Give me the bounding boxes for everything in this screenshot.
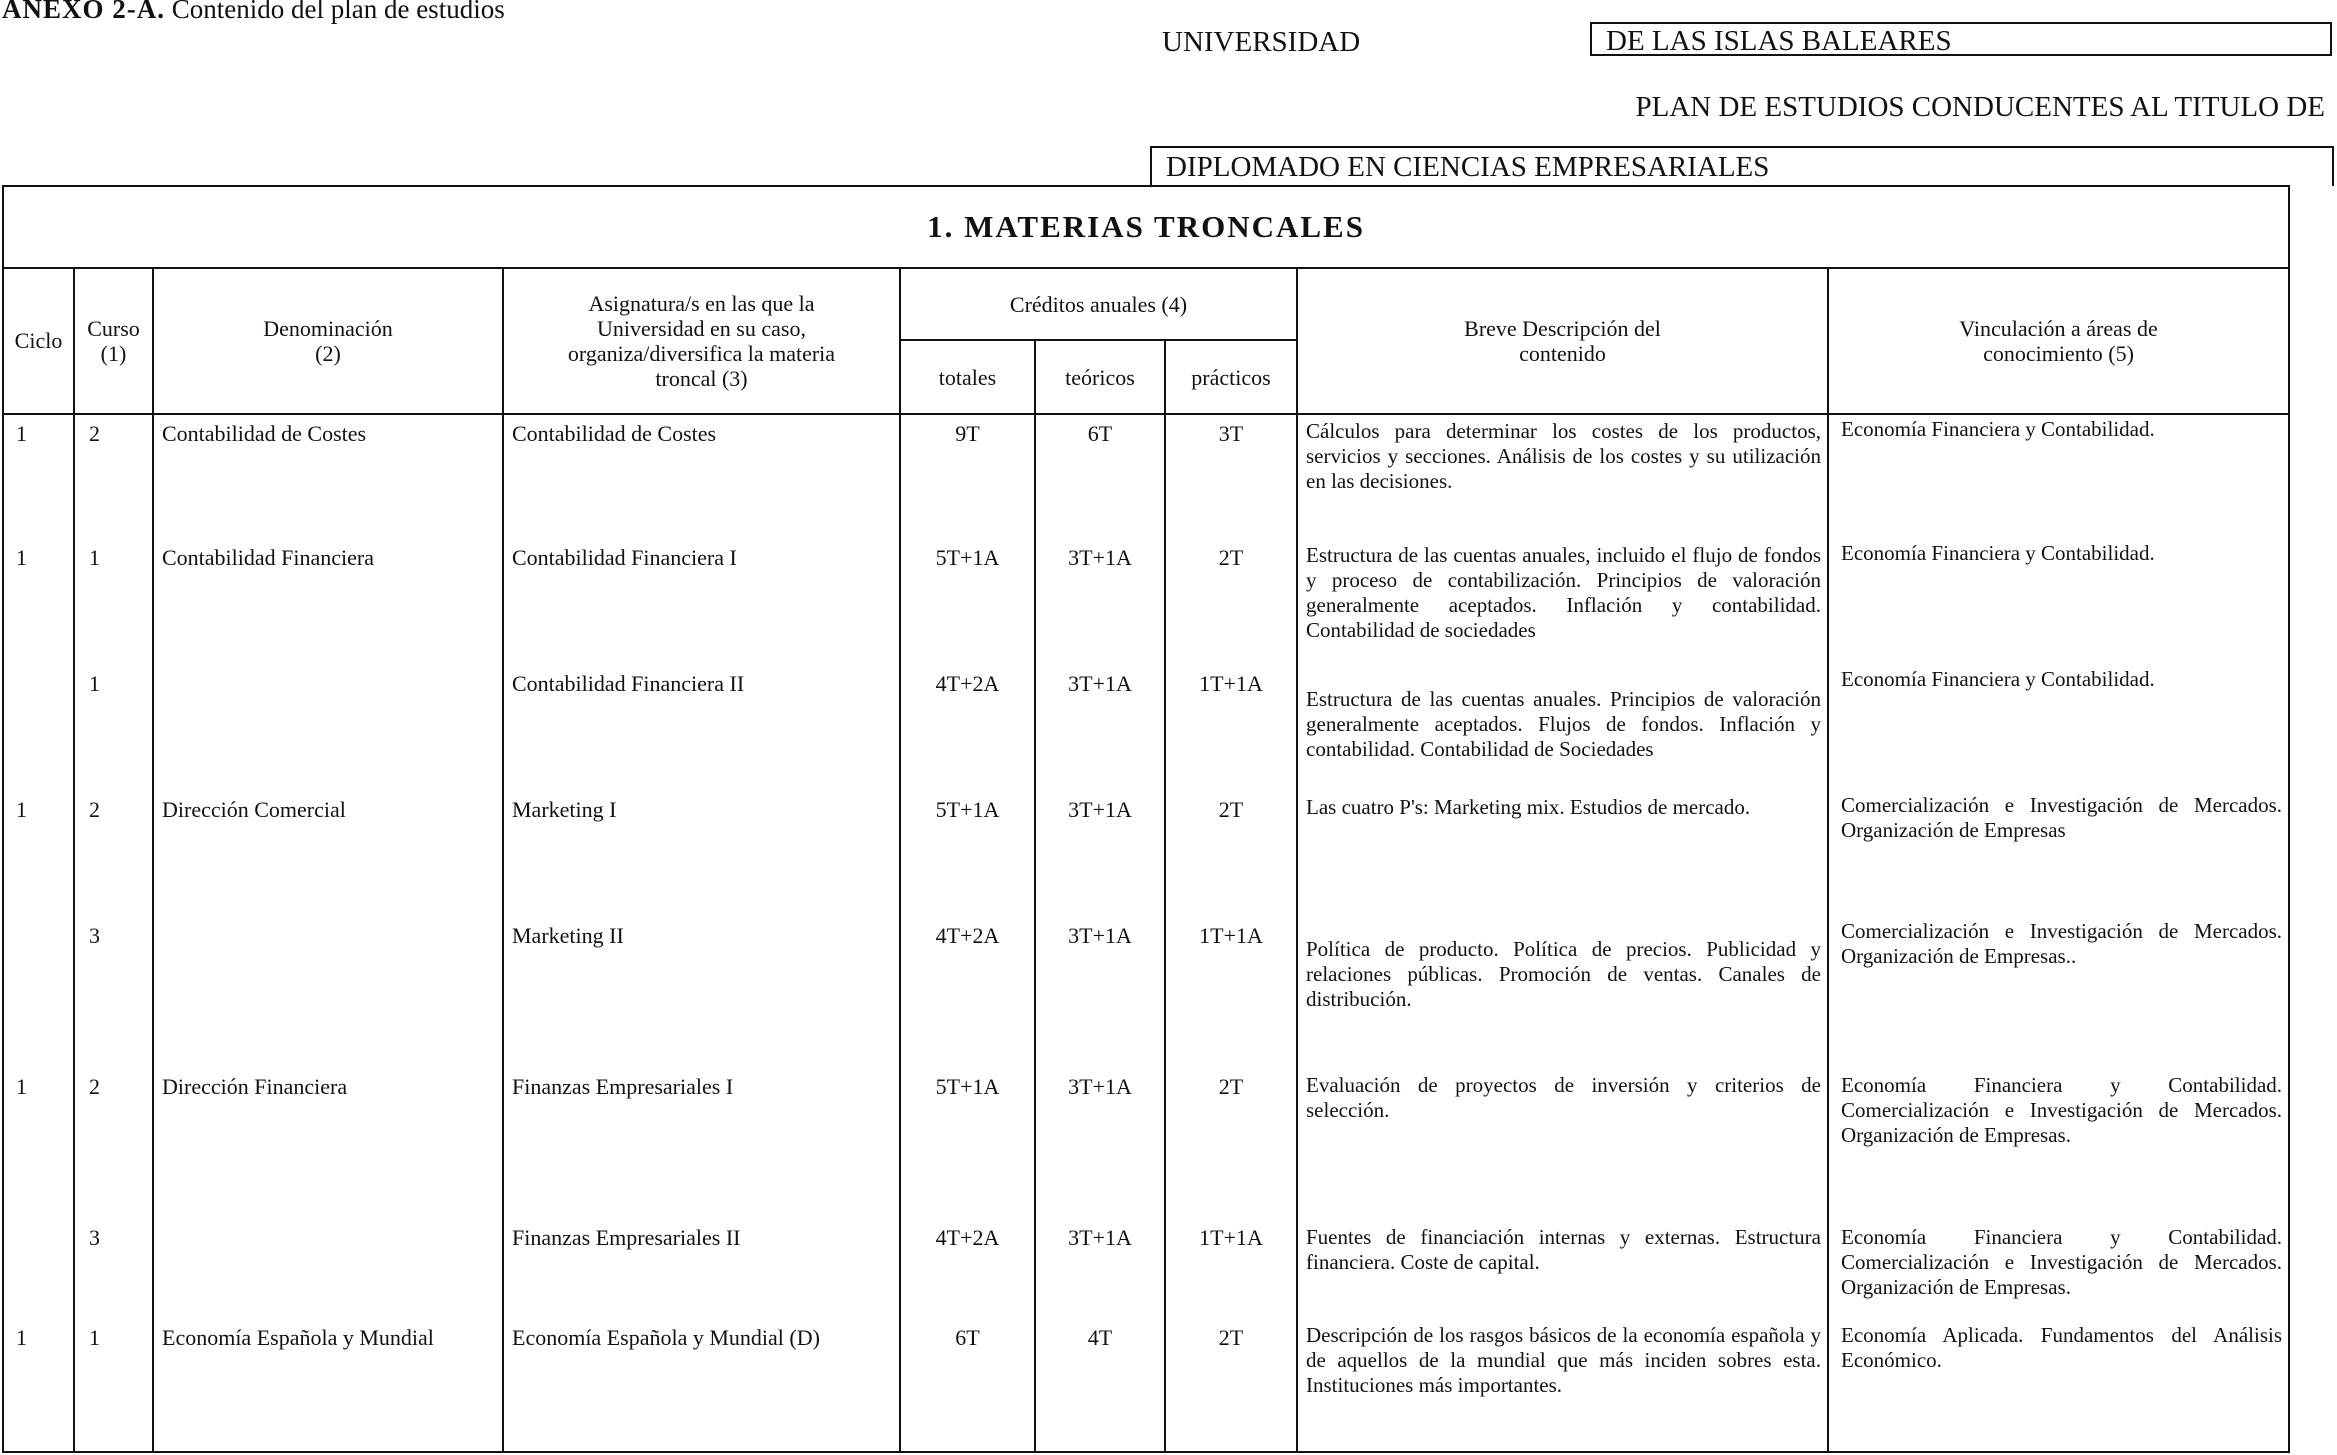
row-8-totales: 6T [955,1324,980,1350]
row-7-curso: 3 [89,1224,100,1250]
row-7-vinculacion: Economía Financiera y Contabilidad. Comercialización e Investigación de Mercados. Organización de Empresas. [1841,1224,2283,1299]
column-ciclo [3,414,74,1452]
row-4-denominacion: Dirección Comercial [162,796,346,822]
row-8-curso: 1 [89,1324,100,1350]
row-2-ciclo: 1 [16,544,27,570]
annex-number: ANEXO 2-A. [2,0,165,24]
row-7-practicos: 1T+1A [1199,1224,1263,1250]
row-4-practicos: 2T [1218,796,1244,822]
plan-label: PLAN DE ESTUDIOS CONDUCENTES AL TITULO DE [1635,91,2325,123]
row-6-totales: 5T+1A [935,1073,1000,1099]
row-5-vinculacion: Comercialización e Investigación de Mercados. Organización de Empresas.. [1841,918,2283,968]
row-2-denominacion: Contabilidad Financiera [162,544,374,570]
col-header-creditos: Créditos anuales (4) [900,268,1297,341]
row-7-totales: 4T+2A [935,1224,1000,1250]
col-header-practicos: prácticos [1165,340,1297,414]
column-practicos [1165,414,1297,1452]
row-8-ciclo: 1 [16,1324,27,1350]
row-2-curso: 1 [89,544,100,570]
university-name-box: DE LAS ISLAS BALEARES [1590,22,2332,56]
row-1-teoricos: 6T [1087,420,1113,446]
column-totales [900,414,1035,1452]
row-7-teoricos: 3T+1A [1068,1224,1132,1250]
row-6-denominacion: Dirección Financiera [162,1073,348,1099]
row-1-ciclo: 1 [16,420,27,446]
row-6-vinculacion: Economía Financiera y Contabilidad. Comercialización e Investigación de Mercados. Organización de Empresas. [1841,1072,2283,1147]
row-2-descripcion: Estructura de las cuentas anuales, incluido el flujo de fondos y proceso de contabilización. Principios de valoración generalmente aceptados. Inflación y contabilidad. Contabilidad de sociedades [1306,542,1821,642]
row-8-vinculacion: Economía Aplicada. Fundamentos del Análisis Económico. [1841,1322,2283,1372]
column-asignatura [503,414,900,1452]
row-4-asignatura: Marketing I [512,796,617,822]
row-6-asignatura: Finanzas Empresariales I [512,1073,734,1099]
row-5-totales: 4T+2A [935,922,1000,948]
row-2-practicos: 2T [1218,544,1244,570]
annex-description: Contenido del plan de estudios [165,0,505,24]
col-header-descripcion: Breve Descripción del contenido [1297,268,1828,414]
curriculum-table [2,185,2290,1453]
row-1-asignatura: Contabilidad de Costes [512,420,717,446]
row-3-practicos: 1T+1A [1199,670,1263,696]
col-header-denominacion: Denominación (2) [153,268,503,414]
row-2-teoricos: 3T+1A [1068,544,1132,570]
table-body [3,414,2289,1452]
row-4-teoricos: 3T+1A [1068,796,1132,822]
column-curso [74,414,153,1452]
row-3-curso: 1 [89,670,100,696]
row-6-practicos: 2T [1218,1073,1244,1099]
row-8-asignatura: Economía Española y Mundial (D) [512,1324,820,1350]
row-1-descripcion: Cálculos para determinar los costes de los productos, servicios y secciones. Análisis de los costes y su utilización en las decisiones. [1306,418,1821,493]
row-4-vinculacion: Comercialización e Investigación de Mercados. Organización de Empresas [1841,792,2283,842]
row-4-ciclo: 1 [16,796,27,822]
row-8-teoricos: 4T [1087,1324,1113,1350]
university-label: UNIVERSIDAD [1162,26,1361,58]
row-3-descripcion: Estructura de las cuentas anuales. Principios de valoración generalmente aceptados. Flujos de fondos. Inflación y contabilidad. Contabilidad de Sociedades [1306,686,1821,761]
column-denominacion [153,414,503,1452]
row-6-ciclo: 1 [16,1073,27,1099]
column-descripcion [1297,414,1828,1452]
row-6-descripcion: Evaluación de proyectos de inversión y criterios de selección. [1306,1072,1821,1122]
col-header-ciclo: Ciclo [3,268,74,414]
row-1-vinculacion: Economía Financiera y Contabilidad. [1841,416,2155,441]
row-7-asignatura: Finanzas Empresariales II [512,1224,741,1250]
row-1-totales: 9T [955,420,980,446]
col-header-curso: Curso (1) [74,268,153,414]
row-5-descripcion: Política de producto. Política de precios. Publicidad y relaciones públicas. Promoción de ventas. Canales de distribución. [1306,936,1821,1011]
row-3-vinculacion: Economía Financiera y Contabilidad. [1841,666,2155,691]
row-4-descripcion: Las cuatro P's: Marketing mix. Estudios de mercado. [1306,794,1751,819]
col-header-totales: totales [900,340,1035,414]
row-5-practicos: 1T+1A [1199,922,1263,948]
row-2-asignatura: Contabilidad Financiera I [512,544,737,570]
row-5-asignatura: Marketing II [512,922,624,948]
col-header-asignatura: Asignatura/s en las que la Universidad en su caso, organiza/diversifica la materia troncal (3) [503,268,900,414]
row-8-denominacion: Economía Española y Mundial [162,1324,434,1350]
degree-title-box: DIPLOMADO EN CIENCIAS EMPRESARIALES [1150,146,2334,186]
section-title: 1. MATERIAS TRONCALES [3,186,2289,268]
row-7-descripcion: Fuentes de financiación internas y externas. Estructura financiera. Coste de capital. [1306,1224,1821,1274]
row-6-teoricos: 3T+1A [1068,1073,1132,1099]
row-8-practicos: 2T [1218,1324,1244,1350]
col-header-teoricos: teóricos [1035,340,1165,414]
row-2-vinculacion: Economía Financiera y Contabilidad. [1841,540,2155,565]
row-3-asignatura: Contabilidad Financiera II [512,670,745,696]
row-4-curso: 2 [89,796,100,822]
row-6-curso: 2 [89,1073,100,1099]
row-3-totales: 4T+2A [935,670,1000,696]
row-5-teoricos: 3T+1A [1068,922,1132,948]
row-4-totales: 5T+1A [935,796,1000,822]
row-2-totales: 5T+1A [935,544,1000,570]
row-1-practicos: 3T [1218,420,1244,446]
row-1-curso: 2 [89,420,100,446]
row-5-curso: 3 [89,922,100,948]
column-vinculacion [1828,414,2289,1452]
col-header-vinculacion: Vinculación a áreas de conocimiento (5) [1828,268,2289,414]
annex-heading [2,0,505,25]
row-3-teoricos: 3T+1A [1068,670,1132,696]
row-1-denominacion: Contabilidad de Costes [162,420,367,446]
row-8-descripcion: Descripción de los rasgos básicos de la economía española y de aquellos de la mundial que más inciden sobres esta. Instituciones más importantes. [1306,1322,1821,1397]
column-teoricos [1035,414,1165,1452]
